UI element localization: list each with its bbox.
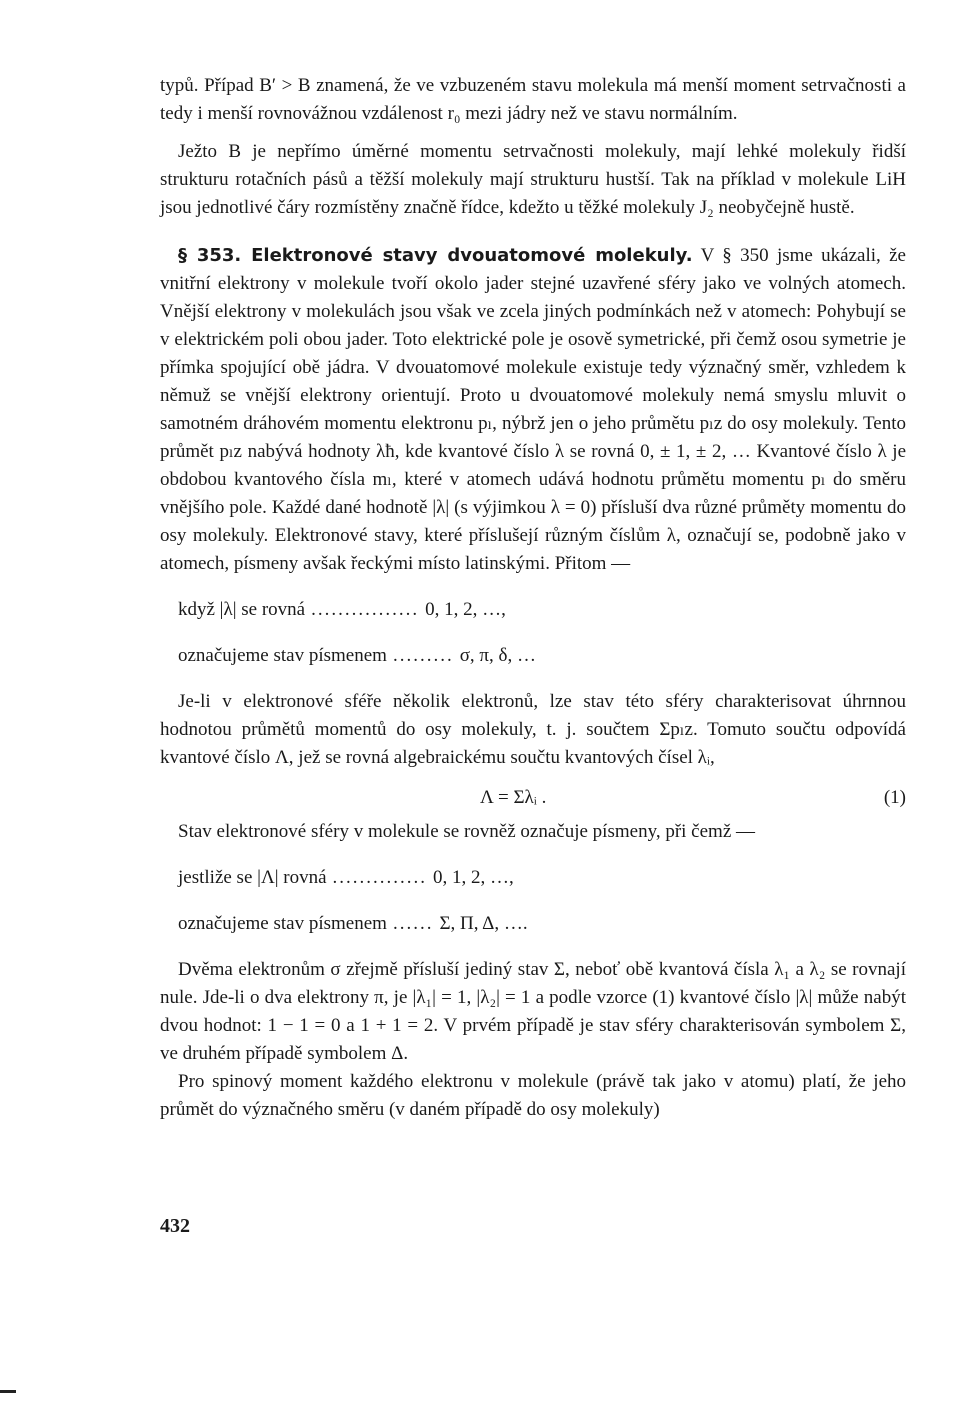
Lambda-list-row-2: [160, 910, 906, 938]
list-label: jestliže se |Λ| rovná: [178, 867, 327, 888]
Lambda-list-row-1: [160, 864, 906, 892]
leader-dots: .........: [392, 645, 454, 666]
paragraph-two-electrons: Dvěma elektronům σ zřejmě přísluší jediný stav Σ, neboť obě kvantová čísla λ₁ a λ₂ se rovnají nule. Jde-li o dva elektrony π, je |λ₁| = 1, |λ₂| = 1 a podle vzorce (1) kvantové číslo |λ| může nabýt dvou hodnot: 1 − 1 = 0 a 1 + 1 = 2. V prvém případě je stav sféry charakterisován symbolem Σ, ve druhém případě symbolem Δ.: [160, 959, 906, 1064]
leader-dots: ......: [392, 913, 434, 934]
equation-formula: Λ = Σλᵢ .: [480, 787, 547, 808]
list-label: označujeme stav písmenem: [178, 645, 387, 666]
scan-edge-mark: [0, 1390, 16, 1393]
section-heading: § 353. Elektronové stavy dvouatomové molekuly.: [178, 245, 693, 266]
leader-dots: ................: [311, 599, 420, 620]
lambda-list-row-1: [160, 596, 906, 624]
list-value: 0, 1, 2, …,: [425, 599, 506, 620]
paragraph-rotational-structure: Ježto B je nepřímo úměrné momentu setrvačnosti molekuly, mají lehké molekuly řidší strukturu rotačních pásů a těžší molekuly mají strukturu hustší. Tak na příklad v molekule LiH jsou jednotlivé čáry rozmístěny značně řídce, kdežto u těžké molekuly J₂ neobyčejně hustě.: [160, 141, 906, 218]
page-number: 432: [160, 1215, 190, 1237]
paragraph-continuation: typů. Případ B′ > B znamená, že ve vzbuzeném stavu molekula má menší moment setrvačnosti a tedy i menší rovnovážnou vzdálenost r₀ mezi jádry než ve stavu normálním.: [160, 75, 906, 124]
leader-dots: ..............: [332, 867, 428, 888]
list-label: označujeme stav písmenem: [178, 913, 387, 934]
paragraph-state-notation: Stav elektronové sféry v molekule se rovněž označuje písmeny, při čemž —: [178, 821, 756, 842]
lambda-list-row-2: [160, 642, 906, 670]
equation-number: (1): [883, 787, 906, 808]
list-value: 0, 1, 2, …,: [433, 867, 514, 888]
list-value: Σ, Π, Δ, ….: [439, 913, 528, 934]
section-353-paragraph: [160, 242, 906, 578]
list-label: když |λ| se rovná: [178, 599, 306, 620]
section-body-text: V § 350 jsme ukázali, že vnitřní elektrony v molekule tvoří okolo jader stejné uzavřené sféry jako ve volných atomech. Vnější elektrony v molekulách jsou však ve zcela jiných podmínkách než v atomech: Pohybují se v elektrickém poli obou jader. Toto elektrické pole je osově symetrické, při čemž osou symetrie je přímka spojující obě jádra. V dvouatomové molekule existuje tedy význačný směr, vzhledem k němuž se vnější elektrony orientují. Proto u dvouatomové molekuly nemá smyslu mluvit o samotném dráhovém momentu elektronu pₗ, nýbrž jen o jeho průmětu pₗz do osy molekuly. Tento průmět pₗz nabývá hodnoty λħ, kde kvantové číslo λ se rovná 0, ± 1, ± 2, … Kvantové číslo λ je obdobou kvantového čísla mₗ, které v atomech udává hodnotu průmětu momentu pₗ do směru vnějšího pole. Každé dané hodnotě |λ| (s výjimkou λ = 0) přísluší dva různé průměty momentu do osy molekuly. Elektronové stavy, které příslušejí různým číslům λ, označují se, podobně jako v atomech, písmeny avšak řeckými místo latinskými. Přitom —: [160, 245, 906, 574]
equation-1: [160, 778, 906, 818]
list-value: σ, π, δ, …: [459, 645, 536, 666]
paragraph-spin-moment: Pro spinový moment každého elektronu v molekule (právě tak jako v atomu) platí, že jeho průmět do význačného směru (v daném případě do osy molekuly): [160, 1071, 906, 1120]
page-body: [160, 72, 906, 1124]
paragraph-electron-sphere: Je-li v elektronové sféře několik elektronů, lze stav této sféry charakterisovat úhrnnou hodnotou průmětů momentů do osy molekuly, t. j. součtem Σpₗz. Tomuto součtu odpovídá kvantové číslo Λ, jež se rovná algebraickému součtu kvantových čísel λᵢ,: [160, 691, 906, 768]
